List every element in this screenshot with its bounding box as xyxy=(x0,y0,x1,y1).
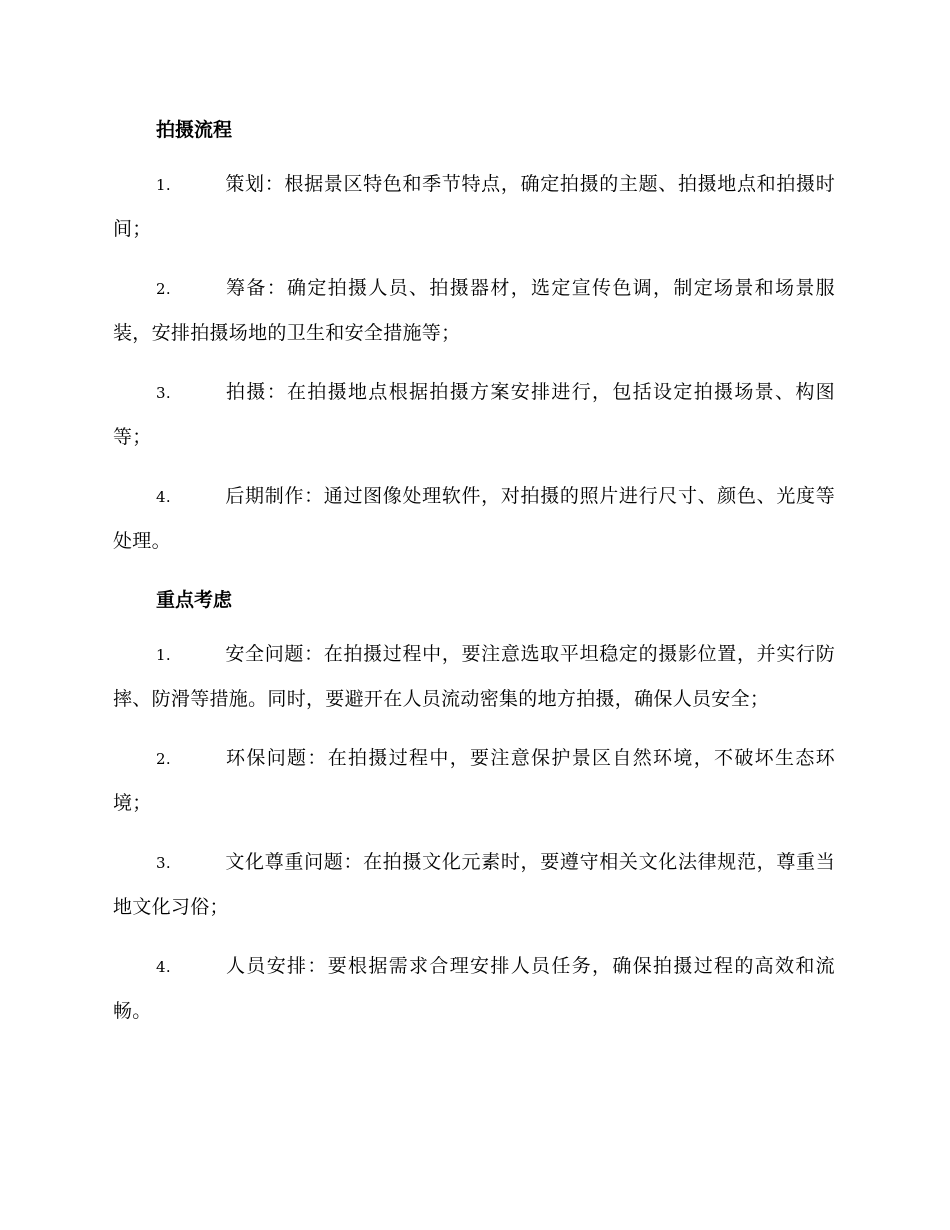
section-heading: 重点考虑 xyxy=(156,589,233,611)
list-item xyxy=(113,736,835,825)
list-item-text: 安全问题：在拍摄过程中，要注意选取平坦稳定的摄影位置，并实行防摔、防滑等措施。同时，要避开在人员流动密集的地方拍摄，确保人员安全； xyxy=(113,643,835,710)
list-number: 2. xyxy=(156,280,171,298)
section-shooting-process xyxy=(113,108,835,563)
list-item-text: 筹备：确定拍摄人员、拍摄器材，选定宣传色调，制定场景和场景服装，安排拍摄场地的卫生和安全措施等； xyxy=(113,277,835,344)
list-number: 3. xyxy=(156,854,171,872)
list-number: 4. xyxy=(156,958,171,976)
list-item-text: 人员安排：要根据需求合理安排人员任务，确保拍摄过程的高效和流畅。 xyxy=(113,955,835,1022)
document-body xyxy=(113,108,835,1048)
list-number: 3. xyxy=(156,384,171,402)
list-item xyxy=(113,474,835,563)
list-number: 4. xyxy=(156,488,171,506)
list-item-text: 拍摄：在拍摄地点根据拍摄方案安排进行，包括设定拍摄场景、构图等； xyxy=(113,381,835,448)
list-item xyxy=(113,840,835,929)
list-item xyxy=(113,370,835,459)
list-item xyxy=(113,632,835,721)
list-item xyxy=(113,162,835,251)
list-item xyxy=(113,944,835,1033)
list-number: 1. xyxy=(156,646,171,664)
list-item-text: 策划：根据景区特色和季节特点，确定拍摄的主题、拍摄地点和拍摄时间； xyxy=(113,173,835,240)
section-key-considerations xyxy=(113,578,835,1033)
list-number: 2. xyxy=(156,750,171,768)
list-item-text: 文化尊重问题：在拍摄文化元素时，要遵守相关文化法律规范，尊重当地文化习俗； xyxy=(113,851,835,918)
list-item-text: 后期制作：通过图像处理软件，对拍摄的照片进行尺寸、颜色、光度等处理。 xyxy=(113,485,835,552)
section-heading: 拍摄流程 xyxy=(156,119,233,141)
list-item xyxy=(113,266,835,355)
list-item-text: 环保问题：在拍摄过程中，要注意保护景区自然环境，不破坏生态环境； xyxy=(113,747,835,814)
list-number: 1. xyxy=(156,176,171,194)
